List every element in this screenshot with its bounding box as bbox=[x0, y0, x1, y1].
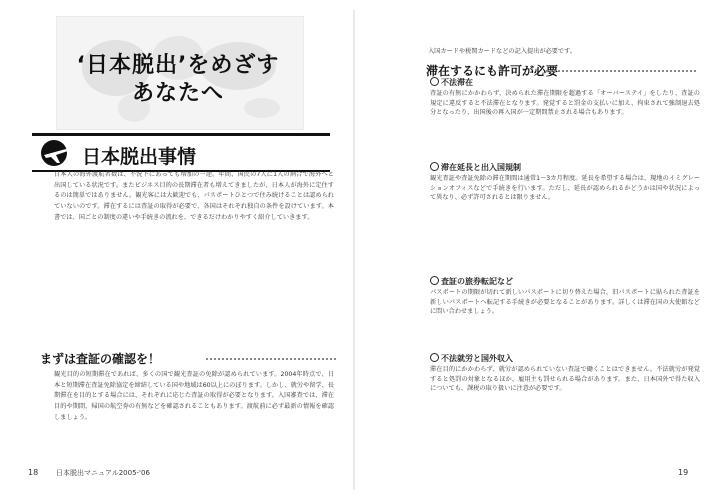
item-text: 滞在目的にかかわらず、就労が認められていない査証で働くことはできません。不法就労が発覚すると処罰の対象となるほか、雇用主も罰せられる場合があります。また、日本国外で得た収入についても、課税の取り扱いに注意が必要です。 bbox=[430, 366, 700, 393]
page-title-line1: ‘日本脱出’をめざす bbox=[76, 53, 280, 78]
dotted-rule bbox=[206, 358, 336, 360]
item-text: 観光査証や査証免除の滞在期間は通常1～3カ月程度。延長を希望する場合は、現地のイミグレーションオフィスなどで手続きを行います。ただし、延長が認められるかどうかは国や状況によって異なり、必ず許可されるとは限りません。 bbox=[430, 175, 700, 202]
item-title: 不法就労と国外収入 bbox=[430, 353, 700, 364]
right-page bbox=[360, 0, 700, 500]
dotted-rule bbox=[546, 70, 696, 72]
airplane-emblem-icon bbox=[36, 139, 76, 167]
subheading: まずは査証の確認を！ bbox=[40, 352, 161, 366]
list-item bbox=[430, 162, 700, 203]
right-heading-row bbox=[426, 62, 706, 78]
sub-paragraph: 観光目的の短期滞在であれば、多くの国で観光査証の免除が認められています。2004年時点で、日本と短期滞在査証免除協定を締結している国や地域は60以上にのぼります。しかし、就労や留学、長期滞在を目的とする場合には、それぞれに応じた査証の取得が必要となります。入国審査では、滞在目的や期間、帰国の航空券の有無などを確認されることもあります。渡航前に必ず最新の情報を確認しましょう。 bbox=[54, 371, 334, 421]
circle-bullet-icon bbox=[430, 77, 439, 86]
list-item bbox=[430, 276, 700, 317]
circle-bullet-icon bbox=[430, 276, 439, 285]
section-heading: 日本脱出事情 bbox=[82, 146, 197, 168]
book-gutter bbox=[353, 10, 355, 490]
item-text: 査証の有無にかかわらず、決められた滞在期限を超過する「オーバーステイ」をしたり、査証の規定に違反すると不法滞在となります。発覚すると罰金の支払いに加え、拘束されて強制退去処分となったり、出国後の再入国が一定期間禁止される場合もあります。 bbox=[430, 90, 700, 117]
subheading-row bbox=[36, 349, 336, 365]
running-footer: 日本脱出マニュアル2005-'06 bbox=[56, 469, 150, 477]
carryover-line: 入国カードや税関カードなどの記入提出が必要です。 bbox=[428, 48, 577, 55]
list-item bbox=[430, 353, 700, 394]
list-item bbox=[430, 77, 700, 118]
intro-paragraph: 日本人の海外渡航者数は、不況下にあっても増加の一途。年間、国民の7人に1人の割合で海外へと出国している状況です。またビジネス目的の長期滞在者も増えてきましたが、日本人が海外に定住するのは簡単ではありません。観光客には大歓迎でも、パスポートひとつで住み続けることは認められていないのです。滞在するには査証の取得が必要で、各国はそれぞれ独自の条件を設けています。本書では、国ごとの制度の違いや手続きの流れを、できるだけわかりやすく紹介していきます。 bbox=[54, 171, 334, 221]
page-number-left: 18 bbox=[28, 468, 39, 477]
page-title-line2: あなたへ bbox=[131, 81, 224, 106]
item-title: 不法滞在 bbox=[430, 77, 700, 88]
circle-bullet-icon bbox=[430, 353, 439, 362]
item-title: 査証の旅券転記など bbox=[430, 276, 700, 287]
item-title: 滞在延長と出入国規制 bbox=[430, 162, 700, 173]
circle-bullet-icon bbox=[430, 162, 439, 171]
section-header bbox=[32, 133, 330, 172]
left-page bbox=[8, 0, 348, 500]
right-heading: 滞在するにも許可が必要 bbox=[426, 64, 559, 78]
page-number-right: 19 bbox=[678, 468, 689, 477]
item-text: パスポートの期限が切れて新しいパスポートに切り替えた場合、旧パスポートに貼られた査証を新しいパスポートへ転記する手続きが必要となることがあります。詳しくは滞在国の大使館などに問い合わせましょう。 bbox=[430, 289, 700, 316]
